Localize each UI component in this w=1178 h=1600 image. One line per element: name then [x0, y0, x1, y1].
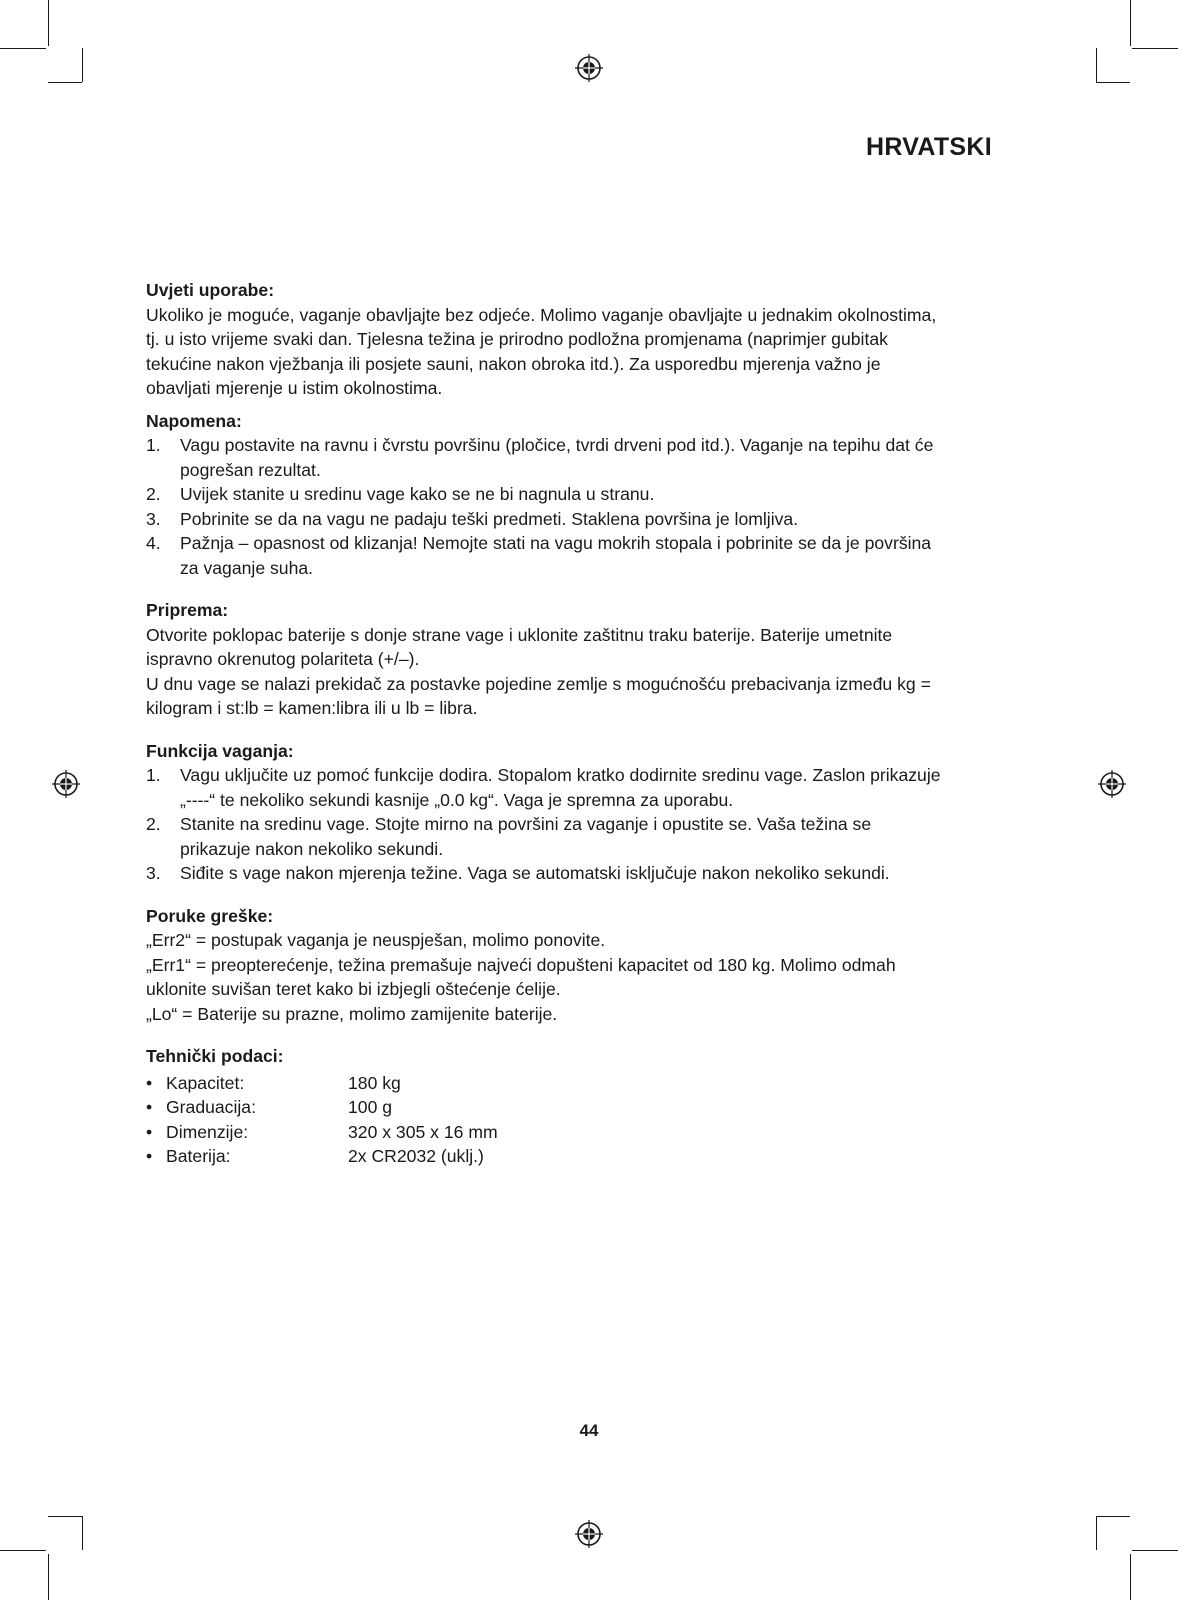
- crop-mark-tl-vertical: [48, 0, 49, 46]
- spec-label: Dimenzije:: [166, 1121, 249, 1142]
- page-number: 44: [579, 1421, 599, 1440]
- crop-mark-bl-inner-v: [82, 1516, 83, 1550]
- numbered-list: [146, 433, 946, 580]
- language-heading: HRVATSKI: [865, 133, 992, 161]
- error-line: „Err1“ = preopterećenje, težina premašuje najveći dopušteni kapacitet od 180 kg. Molimo odmah uklonite suvišan teret kako bi izbjegli oštećenje ćelije.: [146, 954, 896, 999]
- section-technical-data: [146, 1044, 946, 1169]
- spec-row: [146, 1095, 946, 1120]
- spec-value: 2x CR2032 (uklj.): [348, 1146, 484, 1166]
- list-item: [146, 812, 946, 861]
- crop-mark-tl-horizontal: [0, 48, 46, 49]
- item-text: Uvijek stanite u sredinu vage kako se ne bi nagnula u stranu.: [180, 484, 655, 504]
- spec-row: [146, 1144, 946, 1169]
- crop-mark-bl-vertical: [48, 1554, 49, 1600]
- registration-mark-icon: [575, 54, 603, 82]
- spec-value: 180 kg: [348, 1072, 401, 1093]
- list-item: [146, 531, 946, 580]
- paragraph: U dnu vage se nalazi prekidač za postavke pojedine zemlje s mogućnošću prebacivanja između kg = kilogram i st:lb = kamen:libra ili u lb = libra.: [146, 673, 931, 718]
- section-error-messages: [146, 904, 946, 1027]
- spec-row: [146, 1120, 946, 1145]
- item-number: 2.: [146, 484, 161, 504]
- section-title: Tehnički podaci:: [146, 1046, 284, 1066]
- spec-value: 320 x 305 x 16 mm: [348, 1121, 498, 1142]
- section-title: Uvjeti uporabe:: [146, 280, 275, 300]
- item-text: Pobrinite se da na vagu ne padaju teški predmeti. Staklena površina je lomljiva.: [180, 508, 799, 529]
- bullet-icon: •: [146, 1121, 153, 1142]
- section-title: Napomena:: [146, 410, 242, 431]
- section-weighing-function: [146, 739, 946, 886]
- item-text: Pažnja – opasnost od klizanja! Nemojte stati na vagu mokrih stopala i pobrinite se da je površina za vaganje suha.: [180, 533, 932, 578]
- spec-label: Graduacija:: [166, 1097, 256, 1117]
- bullet-icon: •: [146, 1146, 153, 1166]
- paragraph: Otvorite poklopac baterije s donje strane vage i uklonite zaštitnu traku baterije. Baterije umetnite ispravno okrenutog polariteta (+/–).: [146, 624, 893, 669]
- spec-row: [146, 1071, 946, 1096]
- crop-mark-tl-inner-h: [48, 82, 82, 83]
- crop-mark-br-horizontal: [1132, 1550, 1178, 1551]
- item-text: Stanite na sredinu vage. Stojte mirno na površini za vaganje i opustite se. Vaša težina se prikazuje nakon nekoliko sekundi.: [180, 814, 872, 859]
- list-item: [146, 482, 946, 507]
- crop-mark-tl-inner-v: [82, 48, 83, 82]
- item-number: 3.: [146, 508, 161, 529]
- item-number: 1.: [146, 435, 161, 455]
- spec-list: [146, 1071, 946, 1169]
- error-line: „Lo“ = Baterije su prazne, molimo zamijenite baterije.: [146, 1003, 558, 1024]
- registration-mark-icon: [1098, 770, 1126, 798]
- item-number: 4.: [146, 533, 161, 553]
- spec-label: Baterija:: [166, 1146, 231, 1166]
- section-note: [146, 409, 946, 581]
- crop-mark-br-inner-v: [1096, 1516, 1097, 1550]
- numbered-list: [146, 763, 946, 886]
- error-line: „Err2“ = postupak vaganja je neuspješan, molimo ponovite.: [146, 930, 606, 950]
- crop-mark-tr-inner-v: [1096, 48, 1097, 82]
- registration-mark-icon: [52, 770, 80, 798]
- item-number: 3.: [146, 863, 161, 883]
- spec-label: Kapacitet:: [166, 1072, 245, 1093]
- document-body: [146, 278, 946, 1187]
- list-item: [146, 433, 946, 482]
- bullet-icon: •: [146, 1097, 153, 1117]
- item-number: 2.: [146, 814, 161, 834]
- bullet-icon: •: [146, 1072, 153, 1093]
- crop-mark-br-inner-h: [1096, 1516, 1130, 1517]
- item-text: Vagu postavite na ravnu i čvrstu površinu (pločice, tvrdi drveni pod itd.). Vaganje na tepihu dat će pogrešan rezultat.: [180, 435, 934, 480]
- item-text: Siđite s vage nakon mjerenja težine. Vaga se automatski isključuje nakon nekoliko sekundi.: [180, 863, 890, 883]
- section-conditions: [146, 278, 946, 401]
- list-item: [146, 861, 946, 886]
- crop-mark-tr-vertical: [1130, 0, 1131, 46]
- section-preparation: [146, 598, 946, 721]
- crop-mark-br-vertical: [1130, 1554, 1131, 1600]
- section-title: Poruke greške:: [146, 905, 274, 926]
- crop-mark-tr-horizontal: [1132, 48, 1178, 49]
- crop-mark-bl-inner-h: [48, 1516, 82, 1517]
- section-title: Priprema:: [146, 600, 229, 620]
- registration-mark-icon: [575, 1520, 603, 1548]
- list-item: [146, 763, 946, 812]
- paragraph: Ukoliko je moguće, vaganje obavljajte bez odjeće. Molimo vaganje obavljajte u jednakim okolnostima, tj. u isto vrijeme svaki dan. Tjelesna težina je prirodno podložna promjenama (naprimjer gubitak tekućine nakon vježbanja ili posjete sauni, nakon obroka itd.). Za usporedbu mjerenja važno je obavljati mjerenje u istim okolnostima.: [146, 304, 937, 398]
- item-text: Vagu uključite uz pomoć funkcije dodira. Stopalom kratko dodirnite sredinu vage. Zaslon prikazuje „----“ te nekoliko sekundi kasnije „0.0 kg“. Vaga je spremna za uporabu.: [180, 765, 941, 810]
- spec-value: 100 g: [348, 1097, 393, 1117]
- crop-mark-bl-horizontal: [0, 1550, 46, 1551]
- section-title: Funkcija vaganja:: [146, 740, 294, 761]
- list-item: [146, 507, 946, 532]
- item-number: 1.: [146, 765, 161, 785]
- crop-mark-tr-inner-h: [1096, 82, 1130, 83]
